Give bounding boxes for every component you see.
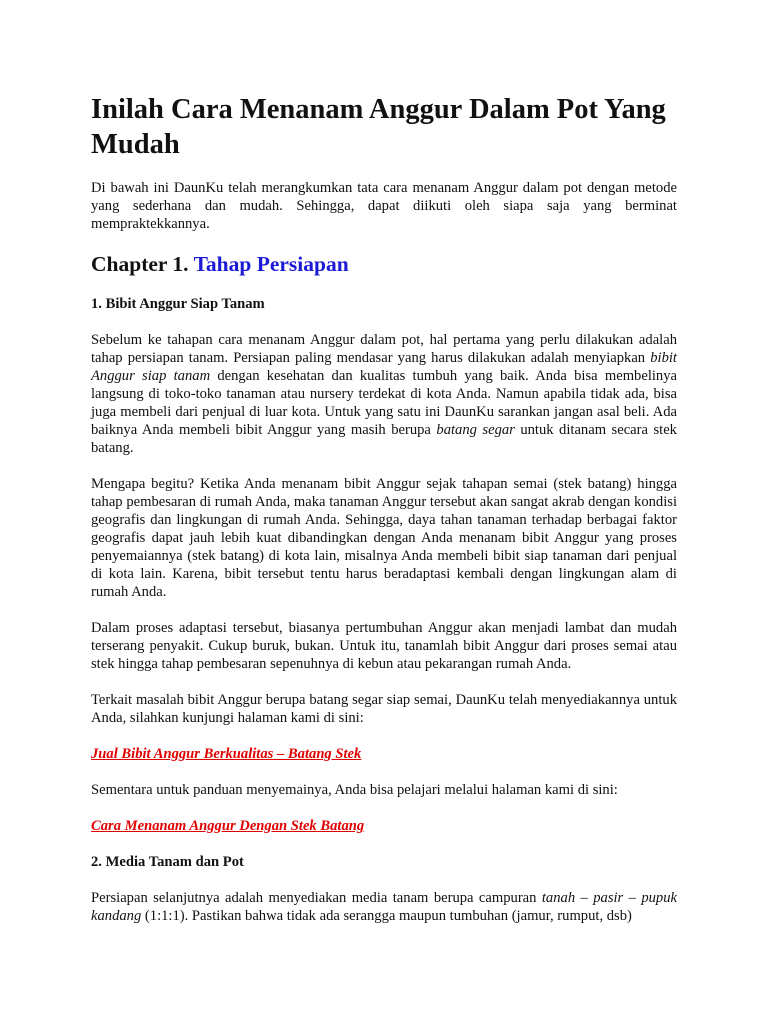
link-paragraph-jual-bibit xyxy=(91,745,677,763)
text-run: untuk ditanam secara stek batang. xyxy=(91,422,677,456)
chapter-heading xyxy=(91,251,677,277)
emphasis-tanah-pasir-pupuk: tanah – pasir – pupuk kandang xyxy=(91,890,677,924)
text-run: dengan kesehatan dan kualitas tumbuh yang baik. Anda bisa membelinya langsung di toko-toko tanaman atau nursery terdekat di kota Anda. Namun apabila tidak ada, bisa juga membeli dari penjual di luar kota. Untuk yang satu ini DaunKu sarankan jangan asal beli. Ada baiknya Anda membeli bibit Anggur yang masih berupa xyxy=(91,368,677,438)
paragraph-terkait: Terkait masalah bibit Anggur berupa batang segar siap semai, DaunKu telah menyediakannya untuk Anda, silahkan kunjungi halaman kami di sini: xyxy=(91,692,677,726)
text-run: Sebelum ke tahapan cara menanam Anggur dalam pot, hal pertama yang perlu dilakukan adalah tahap persiapan tanam. Persiapan paling mendasar yang harus dilakukan adalah menyiapkan xyxy=(91,332,677,366)
link-cara-menanam-stek[interactable]: Cara Menanam Anggur Dengan Stek Batang xyxy=(91,818,365,834)
intro-paragraph: Di bawah ini DaunKu telah merangkumkan tata cara menanam Anggur dalam pot dengan metode yang sederhana dan mudah. Sehingga, dapat diikuti oleh siapa saja yang berminat mempraktekkannya. xyxy=(91,180,677,232)
text-run: Persiapan selanjutnya adalah menyediakan media tanam berupa campuran xyxy=(91,890,542,906)
page-title: Inilah Cara Menanam Anggur Dalam Pot Yang Mudah xyxy=(91,94,666,160)
chapter-title: Tahap Persiapan xyxy=(193,252,349,276)
emphasis-batang-segar: batang segar xyxy=(436,422,515,438)
paragraph-panduan: Sementara untuk panduan menyemainya, Anda bisa pelajari melalui halaman kami di sini: xyxy=(91,782,618,798)
section-heading-media: 2. Media Tanam dan Pot xyxy=(91,854,244,870)
link-paragraph-stek-batang xyxy=(91,817,677,835)
chapter-prefix: Chapter 1. xyxy=(91,252,189,276)
paragraph-persiapan xyxy=(91,331,677,457)
emphasis-bibit-siap-tanam: bibit Anggur siap tanam xyxy=(91,350,677,384)
link-jual-bibit-anggur[interactable]: Jual Bibit Anggur Berkualitas – Batang Stek xyxy=(91,746,362,762)
paragraph-media-tanam xyxy=(91,889,677,925)
paragraph-adaptasi: Dalam proses adaptasi tersebut, biasanya pertumbuhan Anggur akan menjadi lambat dan mudah terserang penyakit. Cukup buruk, bukan. Untuk itu, tanamlah bibit Anggur dari proses semai atau stek hingga tahap pembesaran sepenuhnya di kebun atau pekarangan rumah Anda. xyxy=(91,620,677,672)
paragraph-mengapa: Mengapa begitu? Ketika Anda menanam bibit Anggur sejak tahapan semai (stek batang) hingga tahap pembesaran di rumah Anda, maka tanaman Anggur tersebut akan sangat akrab dengan kondisi geografis dan lingkungan di rumah Anda. Sehingga, daya tahan tanaman terhadap berbagai faktor geografis dapat jauh lebih kuat dibandingkan dengan Anda menanam bibit Anggur yang proses penyemaiannya (stek batang) di kota lain, misalnya Anda membeli bibit siap tanaman dari penjual di kota lain. Karena, bibit tersebut tentu harus beradaptasi kembali dengan lingkungan alam di rumah Anda. xyxy=(91,476,677,600)
document-page xyxy=(91,92,677,943)
section-heading-bibit: 1. Bibit Anggur Siap Tanam xyxy=(91,296,265,312)
text-run: (1:1:1). Pastikan bahwa tidak ada serangga maupun tumbuhan (jamur, rumput, dsb) xyxy=(141,908,632,924)
